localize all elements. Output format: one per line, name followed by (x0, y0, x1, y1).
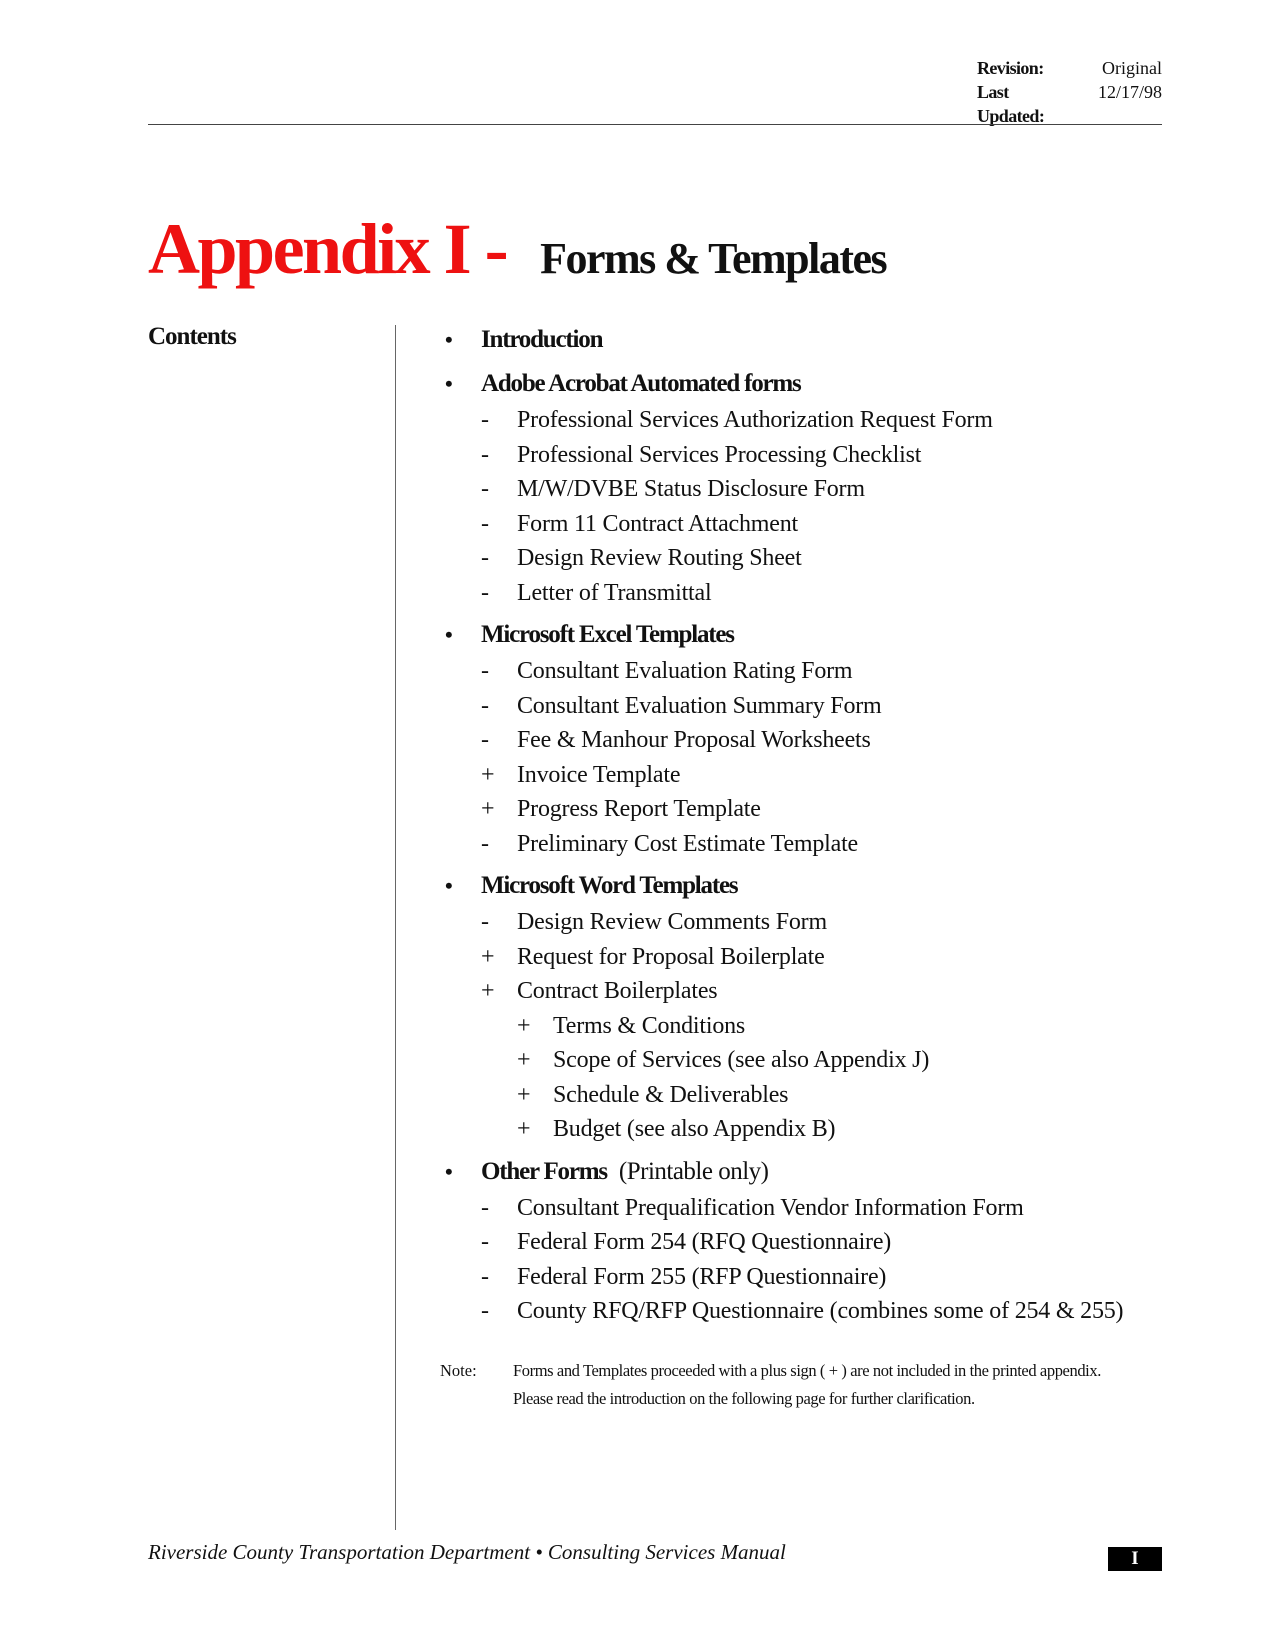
toc-item (445, 974, 1165, 1009)
toc-item (445, 792, 1165, 827)
toc-item (445, 576, 1165, 611)
toc-item-label: Consultant Evaluation Summary Form (517, 692, 882, 719)
contents-label: Contents (148, 323, 236, 350)
toc-section-note: (Printable only) (618, 1157, 769, 1185)
toc-item-label: Schedule & Deliverables (553, 1081, 789, 1108)
plus-marker: + (517, 1047, 531, 1073)
last-updated-row (977, 80, 1162, 128)
toc-item-label: Consultant Evaluation Rating Form (517, 658, 853, 684)
note-line-2: Please read the introduction on the following page for further clarification. (513, 1389, 975, 1408)
toc-item-label: County RFQ/RFP Questionnaire (combines some of 254 & 255) (517, 1298, 1124, 1324)
toc-section (445, 618, 1165, 861)
toc-section-title: Microsoft Word Templates (481, 872, 738, 899)
last-updated-value: 12/17/98 (1097, 82, 1162, 102)
plus-marker: + (517, 1116, 531, 1142)
toc-section-title: Microsoft Excel Templates (481, 621, 734, 648)
toc-subitem (445, 1043, 1165, 1078)
dash-marker: - (481, 579, 489, 606)
toc-section-heading (445, 323, 1165, 359)
toc-item-label: Budget (see also Appendix B) (553, 1116, 836, 1142)
toc-item (445, 507, 1165, 542)
toc-section-heading (445, 367, 1165, 403)
appendix-title: Appendix I - (148, 209, 507, 289)
revision-block (977, 56, 1162, 128)
toc-item (445, 689, 1165, 724)
toc-item-label: Professional Services Processing Checklist (517, 441, 922, 468)
dash-marker: - (481, 510, 489, 537)
toc-item-label: Fee & Manhour Proposal Worksheets (517, 727, 871, 753)
revision-value: Original (1102, 58, 1162, 78)
page-number: I (1108, 1547, 1162, 1571)
toc-section-title: Other Forms (481, 1157, 607, 1185)
dash-marker: - (481, 1229, 489, 1255)
footer-text: Riverside County Transportation Department • Consulting Services Manual (148, 1540, 786, 1564)
toc-subitem (445, 1112, 1165, 1147)
toc-item (445, 905, 1165, 940)
plus-marker: + (481, 943, 495, 970)
toc-item-label: Professional Services Authorization Request Form (517, 407, 993, 433)
dash-marker: - (481, 727, 489, 753)
revision-row (977, 56, 1162, 80)
dash-marker: - (481, 441, 489, 468)
dash-marker: - (481, 1298, 489, 1324)
toc-section (445, 1155, 1165, 1329)
dash-marker: - (481, 909, 489, 935)
plus-marker: + (481, 796, 495, 822)
toc-item-label: M/W/DVBE Status Disclosure Form (517, 476, 865, 502)
revision-label: Revision: (977, 58, 1044, 78)
toc-item (445, 654, 1165, 689)
note-block (440, 1357, 1160, 1413)
toc-item (445, 472, 1165, 507)
toc-section-heading (445, 618, 1165, 654)
bullet-icon: • (445, 873, 452, 898)
dash-marker: - (481, 545, 489, 571)
toc-item-label: Federal Form 255 (RFP Questionnaire) (517, 1263, 887, 1290)
bullet-icon: • (445, 622, 452, 647)
toc-item-label: Progress Report Template (517, 796, 761, 822)
toc-item (445, 438, 1165, 473)
toc-item-label: Letter of Transmittal (517, 579, 712, 606)
bullet-icon: • (445, 371, 452, 396)
toc-item-label: Federal Form 254 (RFQ Questionnaire) (517, 1229, 892, 1255)
toc-section-heading (445, 1155, 1165, 1191)
toc-section (445, 367, 1165, 610)
header-divider (148, 124, 1162, 125)
toc-item-label: Contract Boilerplates (517, 978, 718, 1004)
toc-section (445, 869, 1165, 1147)
toc-item (445, 403, 1165, 438)
dash-marker: - (481, 1263, 489, 1290)
toc-section-heading (445, 869, 1165, 905)
toc-section (445, 323, 1165, 359)
toc-item (445, 1260, 1165, 1295)
plus-marker: + (481, 761, 495, 788)
toc-item-label: Invoice Template (517, 761, 681, 788)
toc-item (445, 940, 1165, 975)
toc-item-label: Consultant Prequalification Vendor Information Form (517, 1194, 1024, 1221)
dash-marker: - (481, 1194, 489, 1221)
toc-item-label: Request for Proposal Boilerplate (517, 943, 825, 970)
dash-marker: - (481, 830, 489, 857)
toc-item (445, 758, 1165, 793)
toc-item-label: Design Review Comments Form (517, 909, 827, 935)
toc-item (445, 1294, 1165, 1329)
last-updated-label: Last Updated: (977, 82, 1045, 126)
dash-marker: - (481, 692, 489, 719)
toc-item-label: Form 11 Contract Attachment (517, 510, 798, 537)
plus-marker: + (517, 1012, 531, 1039)
dash-marker: - (481, 407, 489, 433)
appendix-subtitle: Forms & Templates (540, 234, 887, 283)
toc-item (445, 1225, 1165, 1260)
toc-item-label: Terms & Conditions (553, 1012, 746, 1039)
toc-section-title: Introduction (481, 326, 603, 353)
plus-marker: + (481, 978, 495, 1004)
bullet-icon: • (445, 327, 452, 352)
toc-item (445, 723, 1165, 758)
toc-item-label: Design Review Routing Sheet (517, 545, 802, 571)
toc-subitem (445, 1009, 1165, 1044)
toc-subitem (445, 1078, 1165, 1113)
column-divider (395, 325, 396, 1530)
bullet-icon: • (445, 1158, 452, 1184)
toc-item-label: Scope of Services (see also Appendix J) (553, 1047, 930, 1073)
note-line-1: Forms and Templates proceeded with a plus sign ( + ) are not included in the printed appendix. (513, 1361, 1101, 1380)
toc-item (445, 827, 1165, 862)
toc-item (445, 541, 1165, 576)
table-of-contents (445, 323, 1165, 1337)
toc-section-title: Adobe Acrobat Automated forms (481, 370, 801, 397)
toc-item-label: Preliminary Cost Estimate Template (517, 830, 859, 857)
toc-item (445, 1191, 1165, 1226)
plus-marker: + (517, 1081, 531, 1108)
note-label: Note: (440, 1361, 477, 1380)
dash-marker: - (481, 658, 489, 684)
dash-marker: - (481, 476, 489, 502)
page-title (148, 208, 886, 291)
